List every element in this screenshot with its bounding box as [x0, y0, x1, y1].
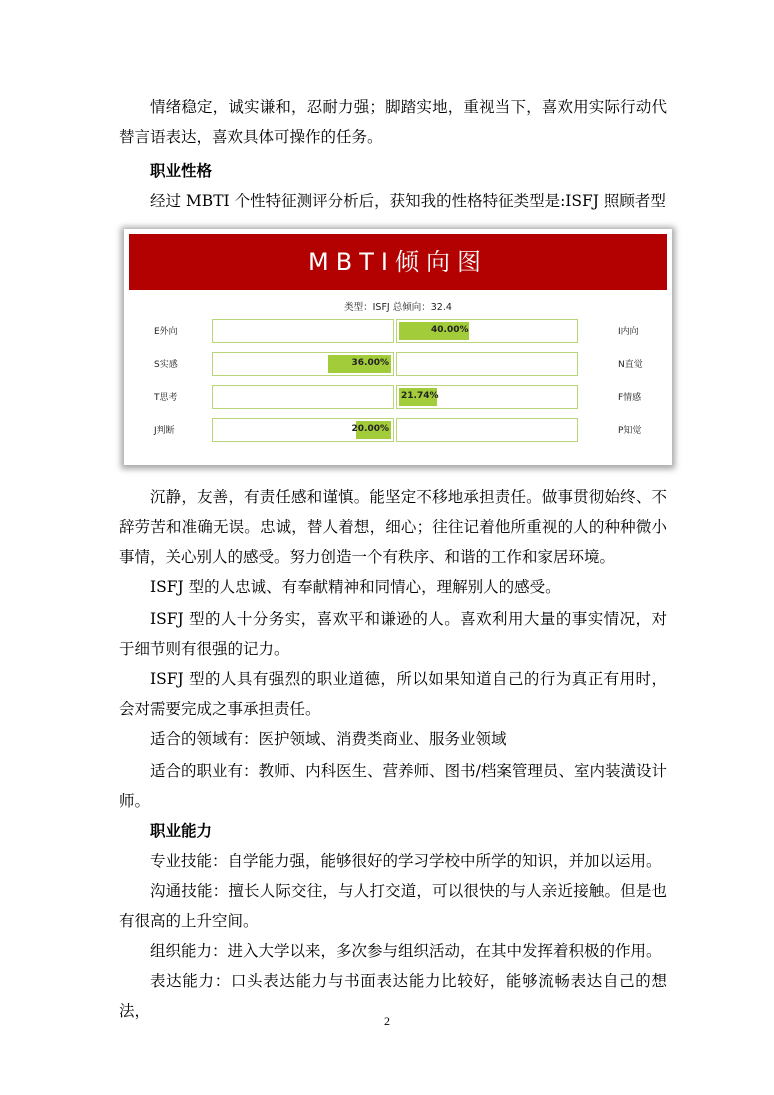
mbti-bar-value-label: 20.00%	[351, 424, 389, 434]
mbti-bar-value-label: 36.00%	[351, 358, 389, 368]
page-number: 2	[384, 1014, 390, 1028]
mbti-bar-right-track	[396, 418, 578, 442]
mbti-bar-left-track	[212, 385, 394, 409]
mbti-bar-left-track	[212, 418, 394, 442]
heading-career-ability: 职业能力	[150, 822, 213, 840]
mbti-row	[124, 385, 672, 409]
heading-career-personality: 职业性格	[150, 162, 213, 180]
paragraph-temperament: 情绪稳定，诚实谦和，忍耐力强；脚踏实地，重视当下，喜欢用实际行动代替言语表达，喜欢具体可操作的任务。	[119, 98, 667, 146]
mbti-right-label: P知觉	[618, 426, 642, 436]
paragraph-isfj-practical: ISFJ 型的人十分务实，喜欢平和谦逊的人。喜欢利用大量的事实情况，对于细节则有很强的记力。	[119, 610, 667, 658]
mbti-bar-right-track	[396, 319, 578, 343]
paragraph-professional-skill: 专业技能：自学能力强，能够很好的学习学校中所学的知识，并加以运用。	[150, 852, 662, 870]
paragraph-isfj-description: 沉静，友善，有责任感和谨慎。能坚定不移地承担责任。做事贯彻始终、不辞劳苦和准确无误。忠诚，替人着想，细心；往往记着他所重视的人的种种微小事情，关心别人的感受。努力创造一个有秩序、和谐的工作和家居环境。	[119, 488, 667, 566]
paragraph-suitable-jobs: 适合的职业有：教师、内科医生、营养师、图书/档案管理员、室内装潢设计师。	[119, 762, 667, 810]
mbti-row	[124, 352, 672, 376]
paragraph-isfj-loyal: ISFJ 型的人忠诚、有奉献精神和同情心，理解别人的感受。	[150, 578, 561, 596]
mbti-chart-title: MBTI倾向图	[129, 234, 667, 290]
mbti-left-label: E外向	[154, 327, 178, 337]
paragraph-communication-skill: 沟通技能：擅长人际交往，与人打交道，可以很快的与人亲近接触。但是也有很高的上升空间。	[119, 882, 667, 930]
mbti-bar-left-track	[212, 319, 394, 343]
mbti-right-label: N直觉	[618, 360, 643, 370]
mbti-left-label: J判断	[154, 426, 175, 436]
paragraph-organization-skill: 组织能力：进入大学以来，多次参与组织活动，在其中发挥着积极的作用。	[150, 942, 662, 960]
mbti-row	[124, 418, 672, 442]
paragraph-mbti-intro: 经过 MBTI 个性特征测评分析后，获知我的性格特征类型是:ISFJ 照顾者型	[150, 192, 666, 210]
paragraph-isfj-ethics: ISFJ 型的人具有强烈的职业道德，所以如果知道自己的行为真正有用时，会对需要完成之事承担责任。	[119, 670, 667, 718]
mbti-left-label: S实感	[154, 360, 178, 370]
mbti-right-label: F情感	[618, 393, 642, 403]
mbti-chart	[124, 229, 672, 465]
paragraph-suitable-fields: 适合的领域有：医护领域、消费类商业、服务业领域	[150, 730, 507, 748]
mbti-bar-value-label: 40.00%	[431, 325, 469, 335]
mbti-row	[124, 319, 672, 343]
paragraph-expression-skill: 表达能力：口头表达能力与书面表达能力比较好，能够流畅表达自己的想法，	[119, 972, 667, 1020]
mbti-chart-summary: 类型：ISFJ 总倾向：32.4	[344, 302, 452, 313]
mbti-right-label: I内向	[618, 327, 639, 337]
mbti-bar-left-track	[212, 352, 394, 376]
mbti-bar-value-label: 21.74%	[401, 391, 439, 401]
mbti-bar-right-track	[396, 385, 578, 409]
mbti-left-label: T思考	[154, 393, 178, 403]
mbti-bar-right-track	[396, 352, 578, 376]
